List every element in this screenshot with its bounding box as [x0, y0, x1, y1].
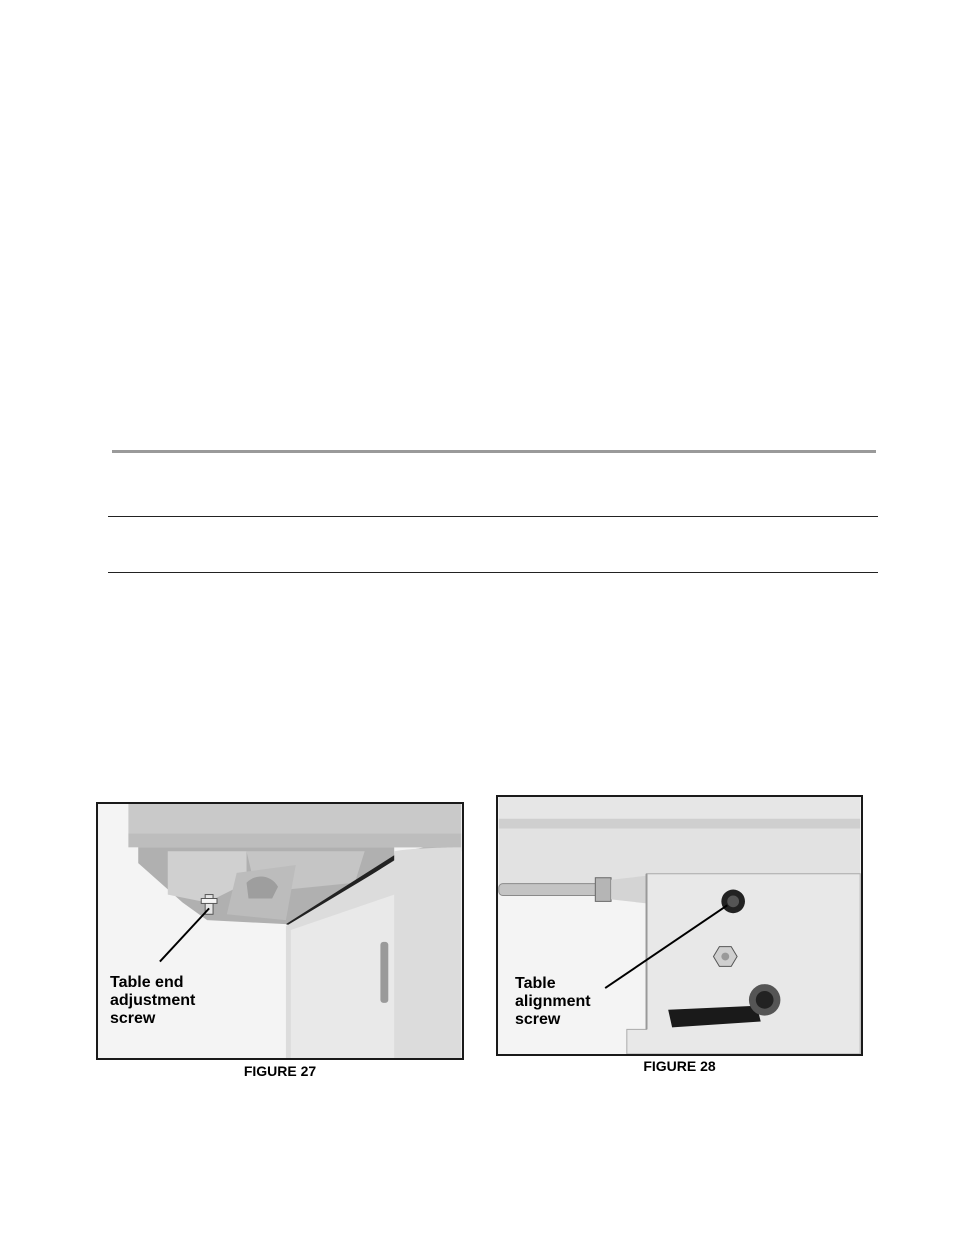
section-divider-top [108, 516, 878, 517]
figure-28-photo [496, 795, 863, 1056]
figure-28-caption: FIGURE 28 [643, 1058, 716, 1074]
figure-28-callout: Table alignment screw [515, 975, 591, 1028]
section-divider-gray [112, 450, 876, 453]
figure-27-callout: Table end adjustment screw [110, 974, 196, 1027]
figure-27-caption: FIGURE 27 [243, 1063, 317, 1079]
section-divider-bottom [108, 572, 878, 573]
figure-27-photo [96, 802, 464, 1060]
